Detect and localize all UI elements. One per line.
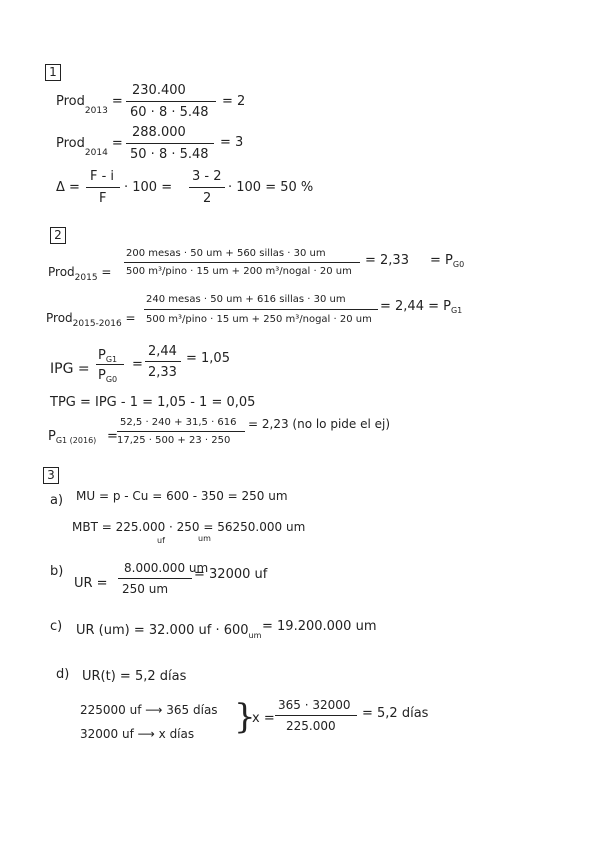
delta-numerator-2: 3 - 2	[192, 169, 222, 184]
part-a-margin-unit: MU = p - Cu = 600 - 350 = 250 um	[76, 489, 288, 503]
prod-2015-2016-result: = $2,44 = P_{G1}$	[380, 299, 463, 315]
part-b-numerator: 8.000.000 um	[124, 561, 209, 575]
section-2-number-box	[50, 227, 66, 244]
part-a-mbt: MBT = 225.000 · 250 = 56250.000 um	[72, 520, 306, 534]
prod-2015-2016-label: Prod$_{2015-2016}$ =	[46, 311, 136, 329]
ipg-equals: =	[132, 357, 143, 372]
part-a-unit-um: um	[198, 534, 211, 543]
section-1-number-box	[45, 64, 61, 81]
prod-2015-denominator: 500 m³/pino · 15 um + 200 m³/nogal · 20 um	[126, 266, 352, 277]
part-d-x: x =	[252, 711, 275, 726]
part-b-denominator: 250 um	[122, 582, 169, 596]
delta-denominator-2: 2	[203, 191, 212, 206]
prod-2014-label: Prod$_{2014}$ =	[56, 136, 123, 158]
prod-2015-result: = 2,33	[365, 253, 409, 268]
pg-2016-denominator: 17,25 · 500 + 23 · 250	[117, 435, 231, 446]
part-a-label: a)	[50, 493, 64, 508]
prod-2014-numerator: 288.000	[132, 125, 186, 140]
pg-2016-equals: =	[107, 429, 118, 444]
prod-2015-numerator: 200 mesas · 50 um + 560 sillas · 30 um	[126, 248, 326, 259]
section-3-number-box	[43, 467, 59, 484]
ipg-denominator: $P_{G0}$	[98, 368, 118, 384]
prod-2013-result: = 2	[222, 94, 246, 109]
section-2-number: 2	[54, 228, 62, 242]
ipg-numerator-2: 2,44	[148, 344, 177, 359]
ipg-fraction-bar	[96, 364, 124, 365]
section-3-number: 3	[47, 468, 55, 482]
part-d-label: d)	[56, 667, 70, 682]
tpg-line: TPG = IPG - 1 = 1,05 - 1 = 0,05	[50, 395, 256, 410]
prod-2013-label: Prod$_{2013}$ =	[56, 94, 123, 116]
part-d-rule-row-1: 225000 uf ⟶ 365 días	[80, 703, 218, 717]
prod-2014-result: = 3	[220, 135, 244, 150]
ipg-numerator: $P_{G1}$	[98, 348, 118, 364]
delta-fraction-bar	[86, 187, 120, 188]
ipg-result: = 1,05	[186, 351, 230, 366]
pg-2016-numerator: 52,5 · 240 + 31,5 · 616	[120, 417, 237, 428]
part-d-fraction-bar	[275, 715, 357, 716]
part-d-rule-row-2: 32000 uf ⟶ x días	[80, 727, 195, 741]
pg-2016-label: $P_{G1 (2016)}$	[48, 429, 97, 445]
prod-2014-fraction-bar	[126, 143, 214, 144]
prod-2013-numerator: 230.400	[132, 83, 186, 98]
prod-2015-pg0: = $P_{G0}$	[430, 253, 465, 269]
part-d-ur-time: UR(t) = 5,2 días	[82, 669, 187, 684]
curly-brace: }	[234, 697, 256, 737]
part-d-result: = 5,2 días	[362, 706, 429, 721]
prod-2014-denominator: 50 · 8 · 5.48	[130, 147, 209, 162]
delta-result: · 100 = 50 %	[228, 180, 314, 195]
part-c-ur: UR (um) = 32.000 uf · $600_{um}$	[76, 623, 262, 640]
prod-2013-denominator: 60 · 8 · 5.48	[130, 105, 209, 120]
part-c-label: c)	[50, 619, 63, 634]
delta-fraction-bar-2	[189, 187, 225, 188]
part-d-numerator: 365 · 32000	[278, 698, 351, 712]
prod-2015-fraction-bar	[124, 262, 360, 263]
part-b-fraction-bar	[118, 578, 192, 579]
delta-middle: · 100 =	[124, 180, 173, 195]
section-1-number: 1	[49, 65, 57, 79]
prod-2015-2016-denominator: 500 m³/pino · 15 um + 250 m³/nogal · 20 um	[146, 314, 372, 325]
prod-2015-2016-fraction-bar	[144, 309, 378, 310]
part-c-result: = 19.200.000 um	[262, 619, 377, 634]
prod-2015-2016-numerator: 240 mesas · 50 um + 616 sillas · 30 um	[146, 294, 346, 305]
ipg-label: IPG =	[50, 361, 90, 377]
ipg-denominator-2: 2,33	[148, 365, 177, 380]
part-a-unit-uf: uf	[157, 536, 165, 545]
prod-2015-label: Prod$_{2015}$ =	[48, 265, 112, 283]
pg-2016-result: = 2,23 (no lo pide el ej)	[248, 417, 391, 431]
part-b-result: = 32000 uf	[194, 567, 268, 582]
part-d-denominator: 225.000	[286, 719, 336, 733]
ipg-fraction-bar-2	[145, 361, 181, 362]
part-b-label: b)	[50, 564, 64, 579]
part-b-ur: UR =	[74, 576, 108, 591]
pg-2016-fraction-bar	[117, 431, 245, 432]
delta-denominator: F	[99, 191, 107, 206]
delta-label: Δ =	[56, 180, 80, 195]
delta-numerator: F - i	[90, 169, 115, 184]
prod-2013-fraction-bar	[126, 101, 216, 102]
